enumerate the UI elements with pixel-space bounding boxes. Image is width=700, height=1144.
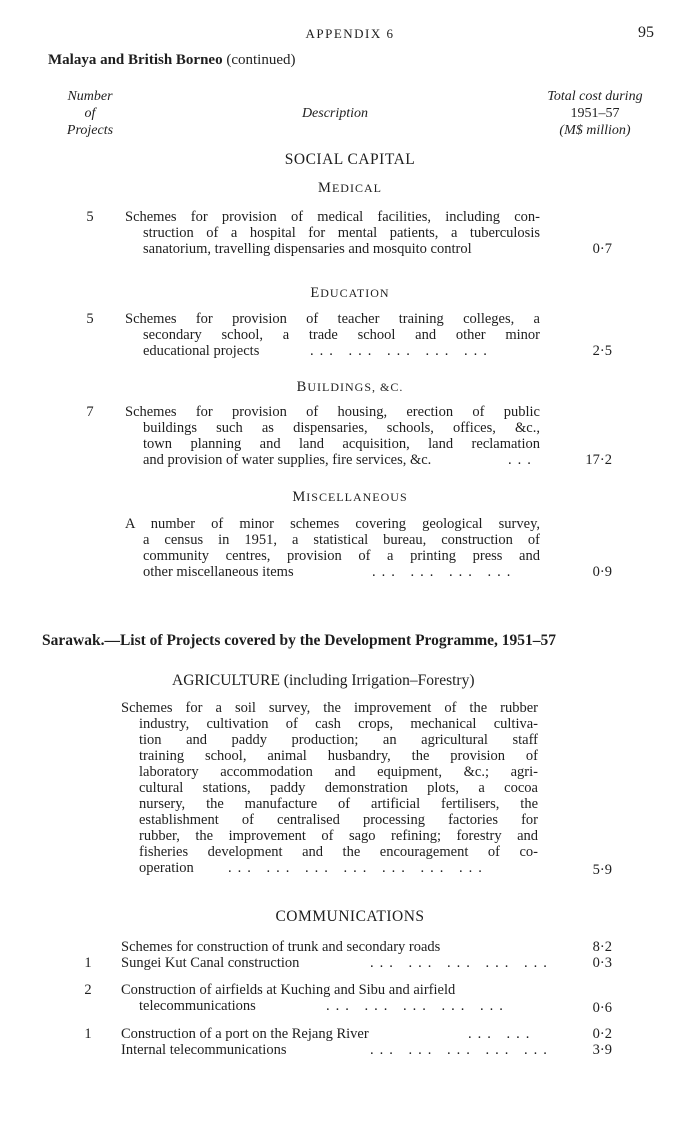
description-line: educational projects (143, 343, 260, 359)
leader-dots: ... ... ... ... ... (326, 998, 509, 1014)
heading-social-capital: SOCIAL CAPITAL (284, 151, 416, 168)
project-count: 5 (86, 209, 94, 225)
section-title-rest: (continued) (222, 52, 296, 68)
description-line: operation (139, 860, 194, 876)
project-count: 1 (84, 955, 92, 971)
description-line: Schemes for construction of trunk and secondary roads (121, 939, 441, 955)
description-line: A number of minor schemes covering geological survey, (125, 516, 540, 532)
description-line: a census in 1951, a statistical bureau, construction of (143, 532, 540, 548)
project-cost: 8·2 (592, 939, 612, 955)
column-header-number-line: of (84, 106, 96, 121)
project-cost: 0·7 (592, 241, 612, 257)
description-line: Schemes for provision of teacher training colleges, a (125, 311, 540, 327)
subheading-initial: M (318, 180, 332, 196)
project-cost: 0·3 (592, 955, 612, 971)
section-title-bold: Malaya and British Borneo (48, 52, 223, 68)
project-count: 1 (84, 1026, 92, 1042)
description-line: sanatorium, travelling dispensaries and mosquito control (143, 241, 472, 257)
leader-dots: ... ... ... ... ... (370, 1042, 553, 1058)
description-line: Construction of airfields at Kuching and Sibu and airfield (121, 982, 456, 998)
leader-dots: ... ... (468, 1026, 536, 1042)
leader-dots: ... (508, 452, 537, 468)
description-line: training school, animal husbandry, the provision of (139, 748, 538, 764)
leader-dots: ... ... ... ... (372, 564, 517, 580)
project-count: 2 (84, 982, 92, 998)
description-line: secondary school, a trade school and other minor (143, 327, 540, 343)
subheading-rest: UILDINGS, &C. (307, 380, 404, 394)
subheading-medical (0, 180, 700, 197)
section-title-sarawak: Sarawak.—List of Projects covered by the Development Programme, 1951–57 (42, 632, 556, 649)
description-line: Construction of a port on the Rejang River (121, 1026, 369, 1042)
project-cost: 17·2 (585, 452, 612, 468)
description-line: nursery, the manufacture of artificial fertilisers, the (139, 796, 538, 812)
description-line: Schemes for a soil survey, the improvement of the rubber (121, 700, 538, 716)
project-cost: 0·2 (592, 1026, 612, 1042)
leader-dots: ... ... ... ... ... (370, 955, 553, 971)
project-description (125, 209, 540, 257)
description-line: Schemes for provision of housing, erection of public (125, 404, 540, 420)
description-line: tion and paddy production; an agricultural staff (139, 732, 538, 748)
heading-communications: COMMUNICATIONS (275, 908, 425, 925)
subheading-rest: EDICAL (331, 181, 382, 195)
description-line: town planning and land acquisition, land reclamation (143, 436, 540, 452)
subheading-initial: B (296, 379, 308, 395)
description-line: rubber, the improvement of sago refining; forestry and (139, 828, 538, 844)
description-line: Schemes for provision of medical facilities, including con- (125, 209, 540, 225)
description-line: community centres, provision of a printing press and (143, 548, 540, 564)
column-header-number-line: Number (67, 89, 113, 104)
heading-agriculture: AGRICULTURE (including Irrigation–Forestry) (172, 672, 475, 689)
subheading-miscellaneous (0, 489, 700, 506)
description-line: cultural stations, paddy demonstration plots, a cocoa (139, 780, 538, 796)
project-cost: 0·6 (592, 1000, 612, 1016)
project-cost: 3·9 (592, 1042, 612, 1058)
page-number: 95 (638, 24, 654, 41)
project-description (125, 311, 540, 343)
description-line: industry, cultivation of cash crops, mechanical cultiva- (139, 716, 538, 732)
column-header-total-line: 1951–57 (570, 106, 620, 121)
subheading-initial: M (292, 489, 307, 505)
description-line: struction of a hospital for mental patients, a tuberculosis (143, 225, 540, 241)
project-description (125, 516, 540, 564)
description-line: other miscellaneous items (143, 564, 294, 580)
project-cost: 5·9 (592, 862, 612, 878)
subheading-rest: DUCATION (320, 286, 390, 300)
description-line: and provision of water supplies, fire services, &c. (143, 452, 432, 468)
description-line: Internal telecommunications (121, 1042, 287, 1058)
column-header-number-line: Projects (66, 123, 114, 138)
description-line: laboratory accommodation and equipment, &c.; agri- (139, 764, 538, 780)
subheading-buildings (0, 379, 700, 396)
description-line: buildings such as dispensaries, schools, offices, &c., (143, 420, 540, 436)
column-header-total-line: Total cost during (547, 89, 643, 104)
column-header-number (50, 88, 130, 139)
leader-dots: ... ... ... ... ... ... ... (228, 860, 488, 876)
description-line: Sungei Kut Canal construction (121, 955, 300, 971)
column-header-description: Description (301, 106, 369, 121)
description-line: fisheries development and the encouragement of co- (139, 844, 538, 860)
project-count: 5 (86, 311, 94, 327)
project-description (125, 404, 540, 452)
column-header-total-line: (M$ million) (559, 123, 631, 138)
project-cost: 0·9 (592, 564, 612, 580)
project-count: 7 (86, 404, 94, 420)
description-line: telecommunications (139, 998, 256, 1014)
subheading-education (0, 285, 700, 302)
description-line: establishment of centralised processing factories for (139, 812, 538, 828)
column-header-total-cost (530, 88, 660, 139)
section-title-malaya (48, 52, 296, 69)
running-head: APPENDIX 6 (305, 26, 395, 41)
subheading-rest: ISCELLANEOUS (306, 490, 408, 504)
project-description (121, 700, 538, 860)
subheading-initial: E (310, 285, 321, 301)
leader-dots: ... ... ... ... ... (310, 343, 493, 359)
project-cost: 2·5 (592, 343, 612, 359)
